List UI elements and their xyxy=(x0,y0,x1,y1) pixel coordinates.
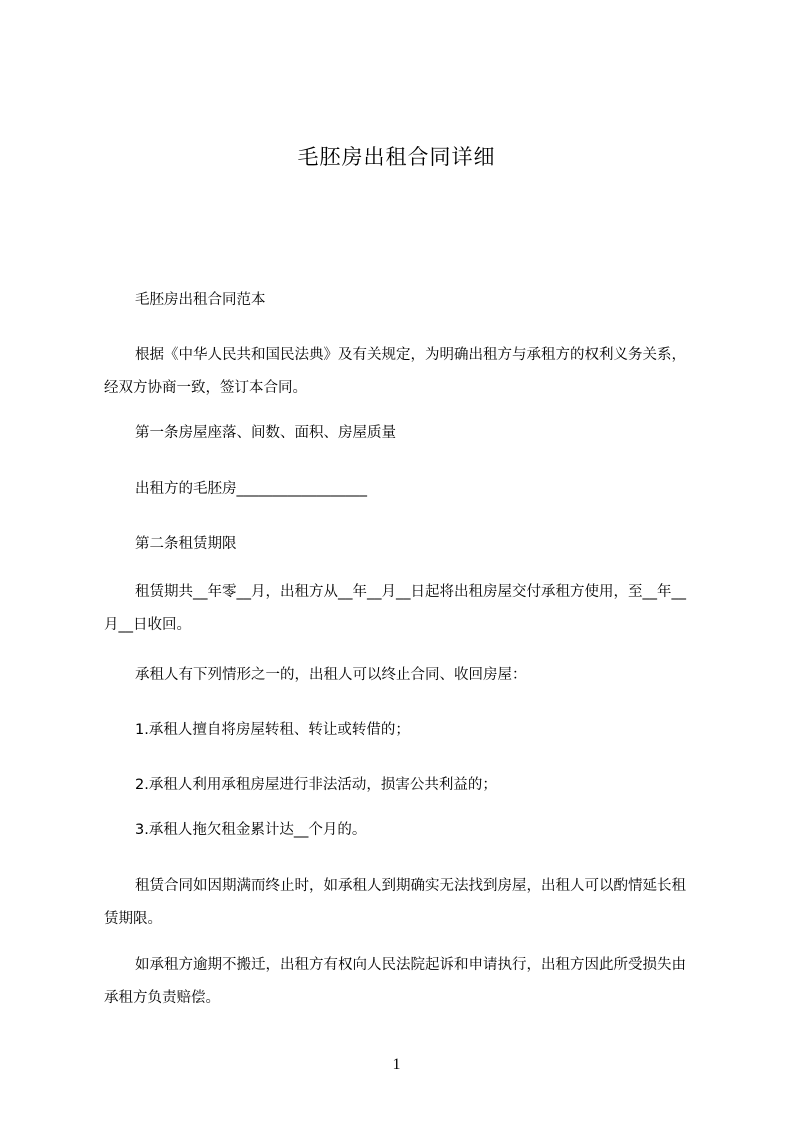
paragraph-property-blank: 出租方的毛胚房__________________ xyxy=(135,481,367,497)
document-title: 毛胚房出租合同详细 xyxy=(297,145,496,169)
paragraph-article-1-heading: 第一条房屋座落、间数、面积、房屋质量 xyxy=(135,425,396,441)
paragraph-article-2-heading: 第二条租赁期限 xyxy=(135,536,237,552)
paragraph-lease-term: 租赁期共__年零__月，出租方从__年__月__日起将出租房屋交付承租方使用，至__年__月__日收回。 xyxy=(104,584,686,633)
paragraph-termination-intro: 承租人有下列情形之一的，出租人可以终止合同、收回房屋： xyxy=(135,667,527,683)
paragraph-template-heading: 毛胚房出租合同范本 xyxy=(135,292,266,308)
paragraph-preamble: 根据《中华人民共和国民法典》及有关规定，为明确出租方与承租方的权利义务关系，经双方协商一致，签订本合同。 xyxy=(104,347,686,396)
paragraph-overdue-eviction: 如承租方逾期不搬迁，出租方有权向人民法院起诉和申请执行，出租方因此所受损失由承租方负责赔偿。 xyxy=(104,957,686,1006)
list-item-illegal-use: 2.承租人利用承租房屋进行非法活动，损害公共利益的； xyxy=(135,777,497,793)
paragraph-lease-extension: 租赁合同如因期满而终止时，如承租人到期确实无法找到房屋，出租人可以酌情延长租赁期限。 xyxy=(104,878,686,927)
list-item-sublet: 1.承租人擅自将房屋转租、转让或转借的； xyxy=(135,722,410,738)
list-item-rent-arrears: 3.承租人拖欠租金累计达__个月的。 xyxy=(135,822,367,838)
page-number: 1 xyxy=(392,1056,401,1073)
